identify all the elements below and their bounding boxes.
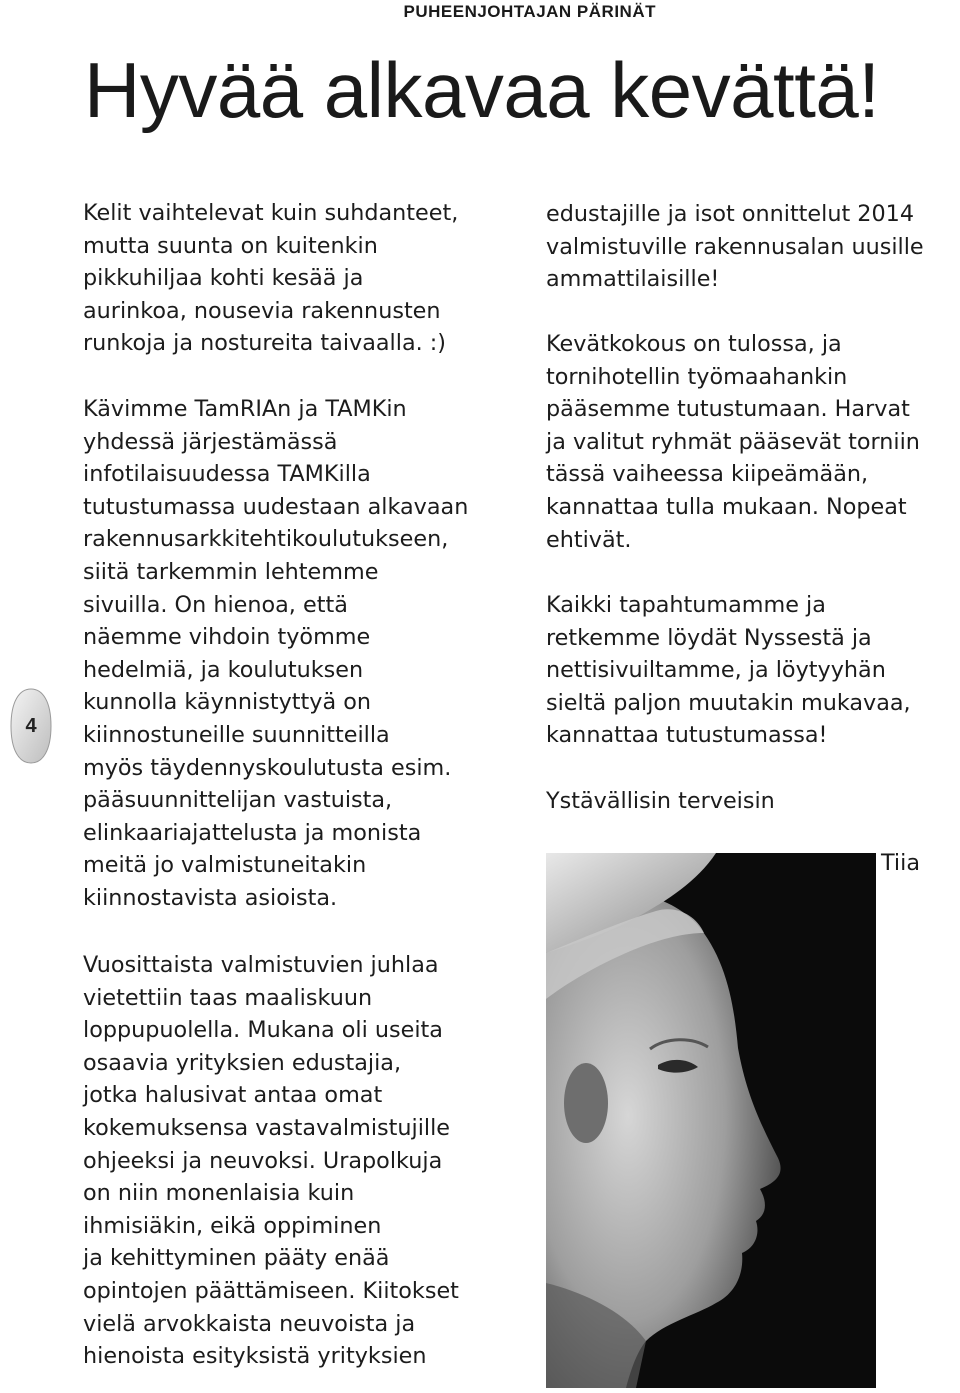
right-paragraph-1: edustajille ja isot onnittelut 2014 valmistuville rakennusalan uusille ammattilaisille! [546,201,924,293]
portrait-photo [546,853,876,1388]
left-paragraph-2: Kävimme TamRIAn ja TAMKin yhdessä järjestämässä infotilaisuudessa TAMKilla tutustumassa uudestaan alkavaan rakennusarkkitehtikoulutukseen, siitä tarkemmin lehtemme sivuilla. On hienoa, että näemme vihdoin työmme hedelmiä, ja koulutuksen kunnolla käynnistyttyä on kiinnostuneille suunnitteilla myös täydennyskoulutusta esim. pääsuunnittelijan vastuista, elinkaariajattelusta ja monista meitä jo valmistuneitakin kiinnostavista asioista. [83,396,469,911]
right-paragraph-2: Kevätkokous on tulossa, ja tornihotellin työmaahankin pääsemme tutustumaan. Harvat ja valitut ryhmät pääsevät torniin tässä vaiheessa kiipeämään, kannattaa tulla mukaan. Nopeat ehtivät. [546,331,920,553]
profile-face-image [546,853,876,1388]
section-label: PUHEENJOHTAJAN PÄRINÄT [403,2,656,21]
left-paragraph-3: Vuosittaista valmistuvien juhlaa vietettiin taas maaliskuun loppupuolella. Mukana oli useita osaavia yrityksien edustajia, jotka halusivat antaa omat kokemuksensa vastavalmistujille ohjeeksi ja neuvoksi. Urapolkuja on niin monenlaisia kuin ihmisiäkin, eikä oppiminen ja kehittyminen pääty enää opintojen päättämiseen. Kiitokset vielä arvokkaista neuvoista ja hienoista esityksistä yrityksien [83,952,459,1370]
greeting: Ystävällisin terveisin [546,788,775,814]
left-paragraph-1: Kelit vaihtelevat kuin suhdanteet, mutta suunta on kuitenkin pikkuhiljaa kohti kesää ja aurinkoa, nousevia rakennusten runkoja ja nostureita taivaalla. :) [83,200,459,357]
page-number-badge [10,688,52,764]
page-title: Hyvää alkavaa kevättä! [84,46,880,134]
signature: Tiia [881,850,920,876]
page-number: 4 [25,714,37,737]
right-paragraph-3: Kaikki tapahtumamme ja retkemme löydät Nyssestä ja nettisivuiltamme, ja löytyyhän sieltä paljon muutakin mukavaa, kannattaa tutustumassa! [546,592,911,749]
